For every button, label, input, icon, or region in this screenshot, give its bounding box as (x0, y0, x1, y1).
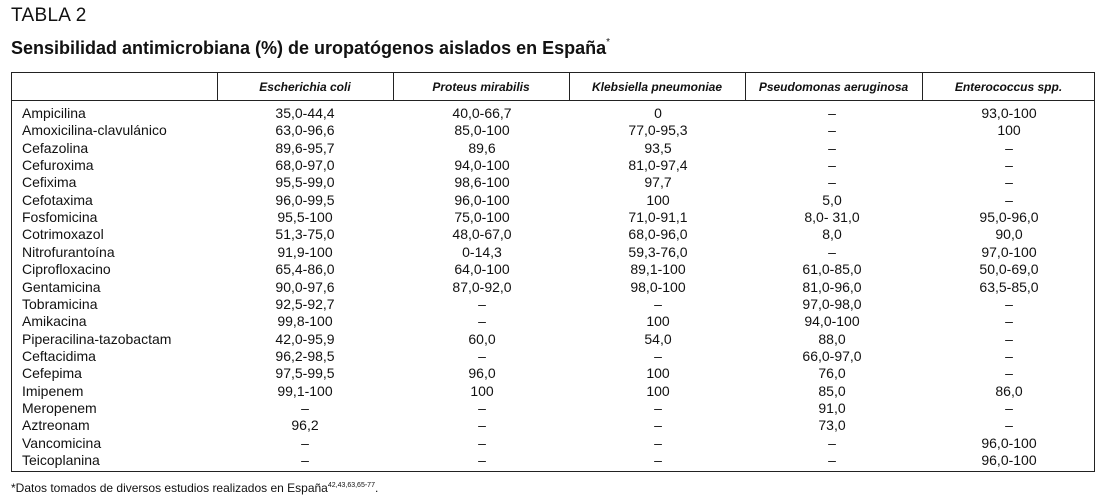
table-title (11, 38, 610, 59)
table-cell: 96,0-100 (981, 434, 1037, 451)
table-cell: – (301, 452, 309, 468)
table-cell: – (828, 139, 836, 156)
row-label: Aztreonam (22, 417, 90, 434)
table-cell: – (1005, 174, 1013, 191)
table-cell: – (828, 452, 836, 468)
row-label: Gentamicina (22, 278, 101, 295)
table-cell: 0 (654, 105, 662, 121)
table-cell: – (654, 295, 662, 312)
table-cell: 99,1-100 (277, 382, 333, 399)
column-header: Pseudomonas aeruginosa (758, 80, 909, 94)
table-cell: 92,5-92,7 (275, 295, 335, 312)
footnote (11, 481, 378, 495)
table-cell: 89,1-100 (630, 261, 686, 278)
table-cell: – (301, 399, 309, 416)
table-cell: – (828, 105, 836, 121)
table-cell: – (478, 399, 486, 416)
table-cell: 59,3-76,0 (628, 243, 688, 260)
column-header: Escherichia coli (259, 80, 351, 94)
column-header: Klebsiella pneumoniae (591, 80, 723, 94)
table-cell: 100 (646, 382, 670, 399)
table-cell: 88,0 (818, 330, 846, 347)
table-cell: 68,0-96,0 (628, 226, 688, 243)
table-cell: – (1005, 139, 1013, 156)
row-label: Nitrofurantoína (22, 243, 115, 260)
row-label: Amikacina (22, 313, 87, 330)
table-cell: – (478, 313, 486, 330)
table-cell: 89,6-95,7 (275, 139, 335, 156)
table-cell: – (478, 295, 486, 312)
row-label: Imipenem (22, 382, 84, 399)
table-cell: 86,0 (995, 382, 1023, 399)
row-label: Cefuroxima (22, 157, 94, 174)
table-cell: 85,0 (818, 382, 846, 399)
row-label: Cefixima (22, 174, 77, 191)
table-cell: 93,0-100 (981, 105, 1037, 121)
table-cell: – (654, 347, 662, 364)
table-cell: – (654, 452, 662, 468)
table-cell: 96,0 (468, 365, 496, 382)
table-cell: – (478, 417, 486, 434)
table-cell: 50,0-69,0 (979, 261, 1039, 278)
footnote-end: . (374, 481, 379, 495)
table-cell: – (828, 174, 836, 191)
table-cell: – (1005, 330, 1013, 347)
table-cell: – (1005, 313, 1013, 330)
table-cell: – (1005, 417, 1013, 434)
table-cell: – (478, 452, 486, 468)
table-cell: 60,0 (468, 330, 496, 347)
row-label: Tobramicina (22, 295, 98, 312)
table-cell: 100 (997, 122, 1021, 139)
title-text: Sensibilidad antimicrobiana (%) de uropatógenos aislados en España (11, 38, 607, 58)
table-cell: 76,0 (818, 365, 846, 382)
table-cell: 96,2 (291, 417, 319, 434)
table-cell: 61,0-85,0 (802, 261, 862, 278)
table-cell: – (478, 347, 486, 364)
table-cell: 81,0-97,4 (628, 157, 688, 174)
table-cell: 100 (646, 365, 670, 382)
table-cell: 63,0-96,6 (275, 122, 335, 139)
row-label: Ciprofloxacino (22, 261, 111, 278)
table-cell: 8,0 (822, 226, 842, 243)
table-cell: – (654, 434, 662, 451)
table-cell: – (1005, 295, 1013, 312)
column-header: Enterococcus spp. (954, 80, 1063, 94)
table-cell: 71,0-91,1 (628, 209, 688, 226)
row-label: Cotrimoxazol (22, 226, 104, 243)
table-cell: 99,8-100 (277, 313, 333, 330)
row-label: Vancomicina (22, 434, 102, 451)
table-cell: 48,0-67,0 (452, 226, 512, 243)
table-cell: 0-14,3 (462, 243, 502, 260)
row-label: Cefepima (22, 365, 82, 382)
table-cell: 42,0-95,9 (275, 330, 335, 347)
table-cell: 35,0-44,4 (275, 105, 335, 121)
table-cell: 97,7 (644, 174, 672, 191)
table-cell: 97,0-98,0 (802, 295, 862, 312)
table-cell: – (1005, 347, 1013, 364)
table-cell: – (828, 434, 836, 451)
table-cell: 90,0-97,6 (275, 278, 335, 295)
sensitivity-table (11, 72, 1095, 472)
row-label: Fosfomicina (22, 209, 98, 226)
table-cell: – (1005, 365, 1013, 382)
table-cell: 66,0-97,0 (802, 347, 862, 364)
table-cell: – (1005, 399, 1013, 416)
table-cell: – (654, 399, 662, 416)
table-cell: 81,0-96,0 (802, 278, 862, 295)
table-cell: 91,9-100 (277, 243, 333, 260)
table-cell: 96,2-98,5 (275, 347, 335, 364)
table-cell: 65,4-86,0 (275, 261, 335, 278)
row-label: Meropenem (22, 399, 97, 416)
row-label: Ceftacidima (22, 347, 96, 364)
table-cell: – (301, 434, 309, 451)
footnote-text: *Datos tomados de diversos estudios realizados en España (11, 481, 328, 495)
table-cell: 89,6 (468, 139, 496, 156)
table-cell: 94,0-100 (804, 313, 860, 330)
table-cell: – (828, 157, 836, 174)
table-cell: – (828, 243, 836, 260)
row-label: Amoxicilina-clavulánico (22, 122, 167, 139)
column-header: Proteus mirabilis (432, 80, 530, 94)
table-cell: – (654, 417, 662, 434)
table-cell: 75,0-100 (454, 209, 510, 226)
table-label: TABLA 2 (11, 5, 87, 26)
table-cell: 87,0-92,0 (452, 278, 512, 295)
table-cell: 98,6-100 (454, 174, 510, 191)
table-cell: 96,0-99,5 (275, 191, 335, 208)
table-cell: 77,0-95,3 (628, 122, 688, 139)
table-cell: 63,5-85,0 (979, 278, 1039, 295)
table-cell: 100 (470, 382, 494, 399)
table-cell: 97,0-100 (981, 243, 1037, 260)
table-cell: 95,0-96,0 (979, 209, 1039, 226)
table-cell: – (828, 122, 836, 139)
table-cell: 96,0-100 (981, 452, 1037, 468)
table-cell: 85,0-100 (454, 122, 510, 139)
table-cell: 93,5 (644, 139, 672, 156)
table-cell: – (478, 434, 486, 451)
table-cell: 40,0-66,7 (452, 105, 512, 121)
table-cell: 73,0 (818, 417, 846, 434)
table-cell: 91,0 (818, 399, 846, 416)
row-label: Cefotaxima (22, 191, 93, 208)
row-label: Teicoplanina (22, 452, 100, 468)
table-cell: 90,0 (995, 226, 1023, 243)
table-cell: 97,5-99,5 (275, 365, 335, 382)
table-cell: 5,0 (822, 191, 842, 208)
table-cell: 98,0-100 (630, 278, 686, 295)
table-cell: – (1005, 157, 1013, 174)
row-label: Cefazolina (22, 139, 89, 156)
table-cell: 100 (646, 313, 670, 330)
table-cell: 68,0-97,0 (275, 157, 335, 174)
footnote-references: 42,43,63,65-77 (327, 482, 375, 489)
table-cell: 54,0 (644, 330, 672, 347)
table-cell: 96,0-100 (454, 191, 510, 208)
table-cell: 64,0-100 (454, 261, 510, 278)
table-cell: 100 (646, 191, 670, 208)
table-cell: – (1005, 191, 1013, 208)
table-cell: 8,0- 31,0 (804, 209, 860, 226)
header-rule (12, 100, 1094, 101)
table-cell: 95,5-99,0 (275, 174, 335, 191)
table-cell: 95,5-100 (277, 209, 333, 226)
table-cell: 94,0-100 (454, 157, 510, 174)
row-label: Piperacilina-tazobactam (22, 330, 172, 347)
row-label: Ampicilina (22, 105, 86, 121)
title-footnote-mark: * (606, 37, 611, 48)
table-cell: 51,3-75,0 (275, 226, 335, 243)
